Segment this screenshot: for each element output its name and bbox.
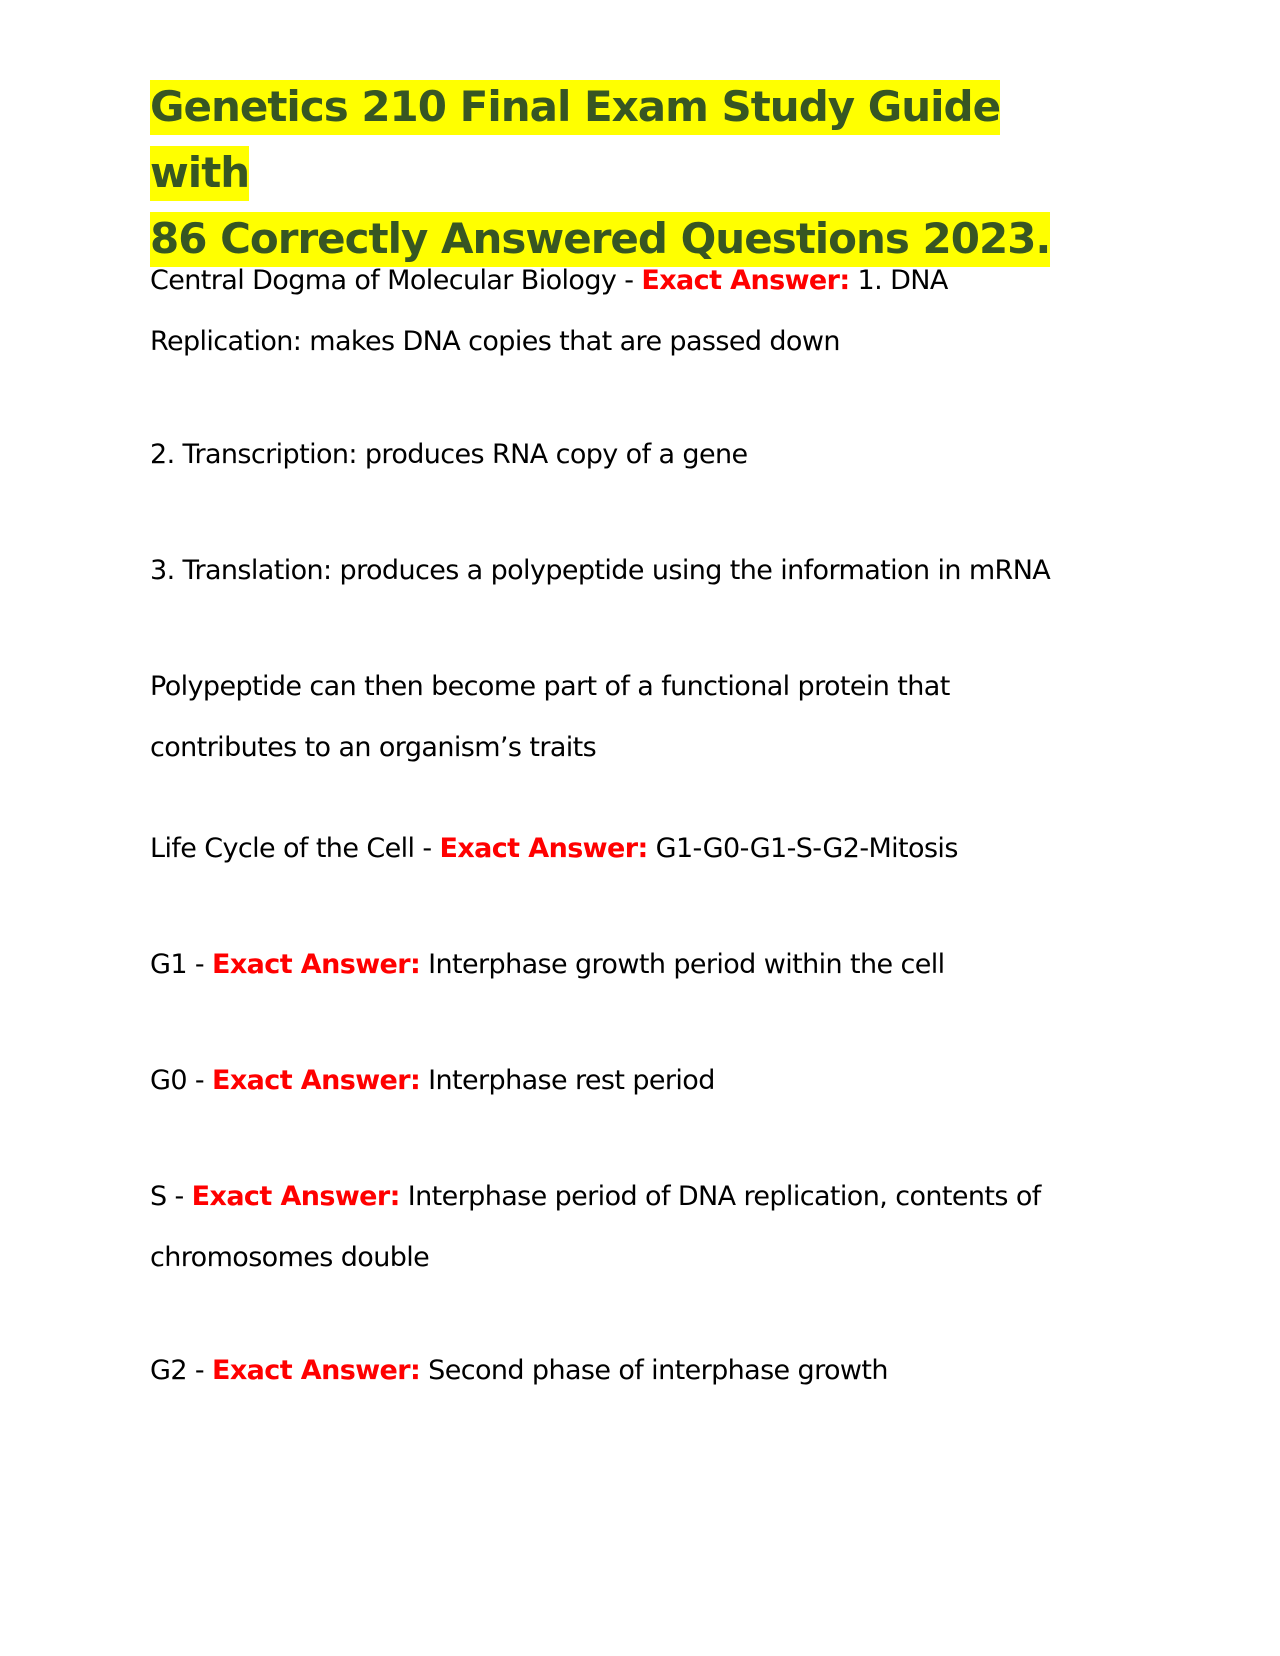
entry-answer: Interphase rest period (428, 1065, 715, 1096)
entry-translation (150, 540, 1110, 601)
entry-answer: Second phase of interphase growth (428, 1355, 888, 1386)
entry-central-dogma (150, 250, 1110, 372)
entry-g1 (150, 934, 1110, 995)
entry-answer: Interphase period of DNA replication, contents of (407, 1181, 1041, 1212)
document-title (150, 74, 1110, 272)
title-line-1: Genetics 210 Final Exam Study Guide with (150, 80, 1000, 201)
entry-line-2: contributes to an organism’s traits (150, 732, 597, 763)
entry-term: G2 - (150, 1355, 205, 1386)
exact-answer-label: Exact Answer: (439, 833, 648, 864)
entry-transcription (150, 424, 1110, 485)
entry-text: 3. Translation: produces a polypeptide using the information in mRNA (150, 555, 1051, 586)
entry-term: Life Cycle of the Cell - (150, 833, 432, 864)
entry-line-1: Polypeptide can then become part of a functional protein that (150, 671, 950, 702)
entry-term: G1 - (150, 949, 205, 980)
entry-answer: 1. DNA (857, 265, 948, 296)
entry-term: Central Dogma of Molecular Biology - (150, 265, 634, 296)
exact-answer-label: Exact Answer: (191, 1181, 400, 1212)
entry-g0 (150, 1050, 1110, 1111)
title-line-2: 86 Correctly Answered Questions 2023. (150, 212, 1050, 267)
entry-s (150, 1166, 1110, 1288)
entry-text: 2. Transcription: produces RNA copy of a gene (150, 439, 748, 470)
entry-term: G0 - (150, 1065, 205, 1096)
entry-answer: G1-G0-G1-S-G2-Mitosis (655, 833, 958, 864)
entry-life-cycle (150, 818, 1110, 879)
exact-answer-label: Exact Answer: (212, 949, 421, 980)
entry-g2 (150, 1340, 1110, 1401)
exact-answer-label: Exact Answer: (212, 1065, 421, 1096)
entry-continuation: chromosomes double (150, 1242, 430, 1273)
entry-polypeptide (150, 656, 1110, 778)
entry-answer: Interphase growth period within the cell (428, 949, 945, 980)
entry-continuation: Replication: makes DNA copies that are passed down (150, 326, 840, 357)
exact-answer-label: Exact Answer: (212, 1355, 421, 1386)
exact-answer-label: Exact Answer: (641, 265, 850, 296)
entry-term: S - (150, 1181, 184, 1212)
